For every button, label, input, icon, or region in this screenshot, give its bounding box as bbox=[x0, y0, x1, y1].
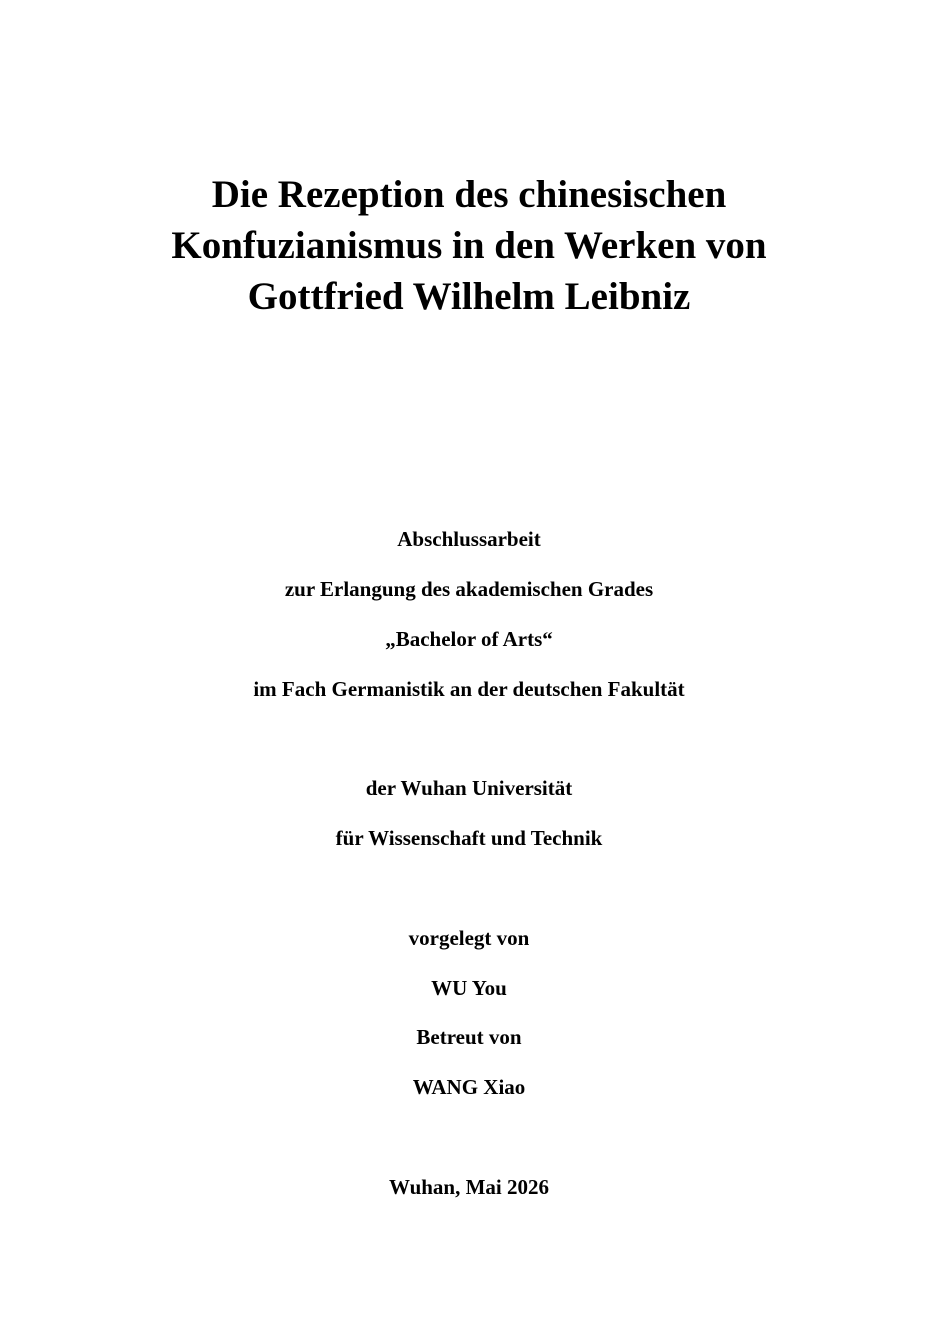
supervisor-name: WANG Xiao bbox=[412, 1075, 526, 1099]
place-and-date: Wuhan, Mai 2026 bbox=[388, 1175, 550, 1199]
submitted-by-label: vorgelegt von bbox=[408, 926, 530, 950]
thesis-title-line-1: Die Rezeption des chinesischen bbox=[211, 173, 727, 216]
thesis-title-line-3: Gottfried Wilhelm Leibniz bbox=[247, 275, 691, 318]
thesis-type: Abschlussarbeit bbox=[397, 527, 541, 551]
author-name: WU You bbox=[431, 976, 507, 1000]
university-name-line-2: für Wissenschaft und Technik bbox=[335, 826, 603, 850]
university-name-line-1: der Wuhan Universität bbox=[365, 776, 573, 800]
subject-faculty: im Fach Germanistik an der deutschen Fakultät bbox=[253, 677, 685, 701]
thesis-title bbox=[0, 169, 938, 322]
supervised-by-label: Betreut von bbox=[416, 1025, 522, 1049]
thesis-title-line-2: Konfuzianismus in den Werken von bbox=[171, 224, 767, 267]
academic-degree: „Bachelor of Arts“ bbox=[385, 627, 553, 651]
thesis-purpose: zur Erlangung des akademischen Grades bbox=[284, 577, 654, 601]
